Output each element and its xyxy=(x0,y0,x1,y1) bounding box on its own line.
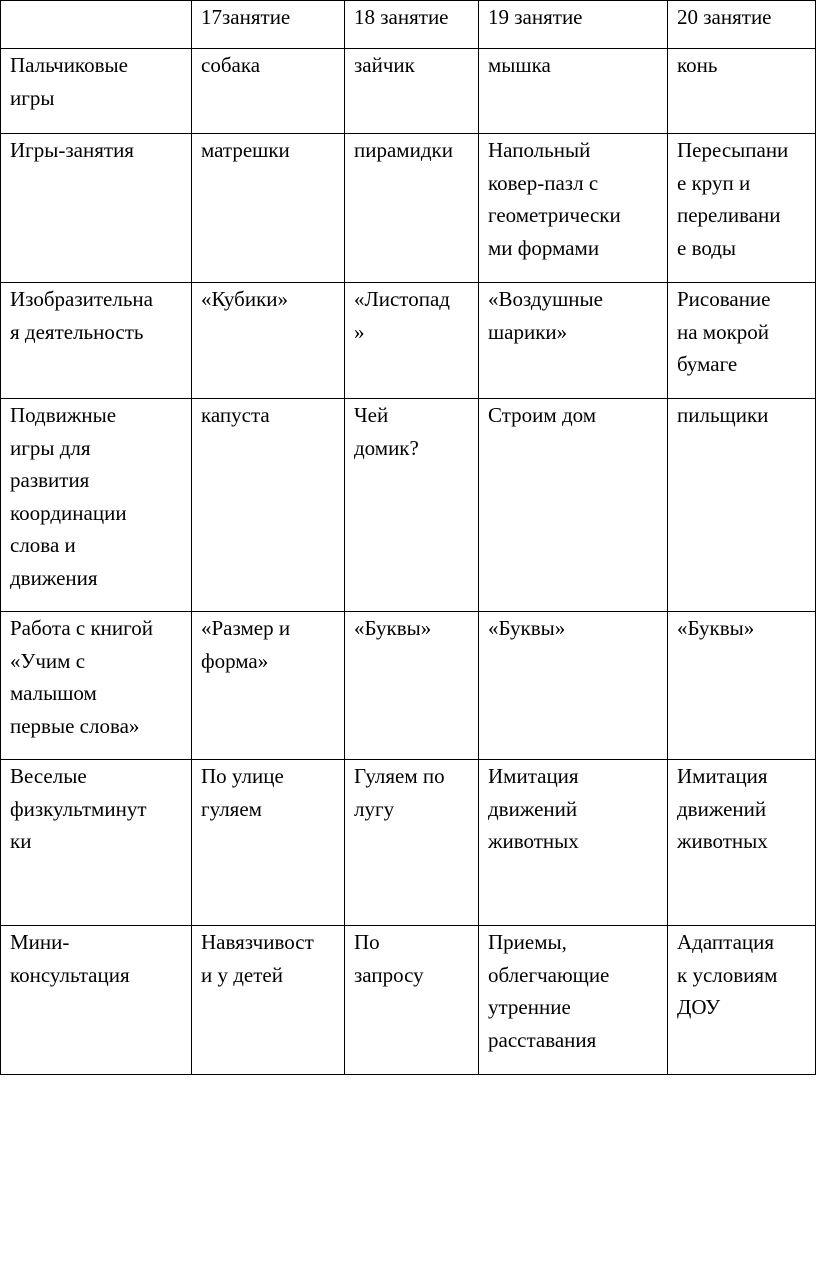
row-label: Мини- консультация xyxy=(1,926,192,1075)
table-cell: Адаптация к условиям ДОУ xyxy=(668,926,816,1075)
table-cell: Имитация движений животных xyxy=(668,760,816,926)
row-label: Веселые физкультминут ки xyxy=(1,760,192,926)
table-cell: «Кубики» xyxy=(192,283,345,399)
table-cell: Навязчивост и у детей xyxy=(192,926,345,1075)
table-cell: По запросу xyxy=(345,926,479,1075)
table-cell: Гуляем по лугу xyxy=(345,760,479,926)
table-cell: мышка xyxy=(479,49,668,134)
table-cell: По улице гуляем xyxy=(192,760,345,926)
table-cell: пирамидки xyxy=(345,134,479,283)
table-row xyxy=(1,283,816,399)
table-header-row xyxy=(1,1,816,49)
table-cell: «Буквы» xyxy=(668,612,816,760)
table-row xyxy=(1,399,816,612)
table-cell: «Буквы» xyxy=(479,612,668,760)
row-label: Работа с книгой «Учим с малышом первые слова» xyxy=(1,612,192,760)
header-cell-lesson-18: 18 занятие xyxy=(345,1,479,49)
table-cell: Строим дом xyxy=(479,399,668,612)
table-cell: «Буквы» xyxy=(345,612,479,760)
header-cell-lesson-20: 20 занятие xyxy=(668,1,816,49)
table-cell: Пересыпани е круп и переливани е воды xyxy=(668,134,816,283)
table-cell: собака xyxy=(192,49,345,134)
table-cell: «Воздушные шарики» xyxy=(479,283,668,399)
table-cell: Чей домик? xyxy=(345,399,479,612)
table-cell: «Размер и форма» xyxy=(192,612,345,760)
table-cell: Рисование на мокрой бумаге xyxy=(668,283,816,399)
table-cell: матрешки xyxy=(192,134,345,283)
table-row xyxy=(1,760,816,926)
table-cell: пильщики xyxy=(668,399,816,612)
table-row xyxy=(1,926,816,1075)
table-cell: Имитация движений животных xyxy=(479,760,668,926)
table-cell: «Листопад » xyxy=(345,283,479,399)
table-row xyxy=(1,134,816,283)
header-cell-lesson-17: 17занятие xyxy=(192,1,345,49)
header-cell-empty xyxy=(1,1,192,49)
row-label: Игры-занятия xyxy=(1,134,192,283)
header-cell-lesson-19: 19 занятие xyxy=(479,1,668,49)
table-cell: Напольный ковер-пазл с геометрически ми формами xyxy=(479,134,668,283)
table-cell: конь xyxy=(668,49,816,134)
row-label: Пальчиковые игры xyxy=(1,49,192,134)
table-cell: капуста xyxy=(192,399,345,612)
table-row xyxy=(1,49,816,134)
table-cell: зайчик xyxy=(345,49,479,134)
row-label: Изобразительна я деятельность xyxy=(1,283,192,399)
row-label: Подвижные игры для развития координации слова и движения xyxy=(1,399,192,612)
table-row xyxy=(1,612,816,760)
table-cell: Приемы, облегчающие утренние расставания xyxy=(479,926,668,1075)
